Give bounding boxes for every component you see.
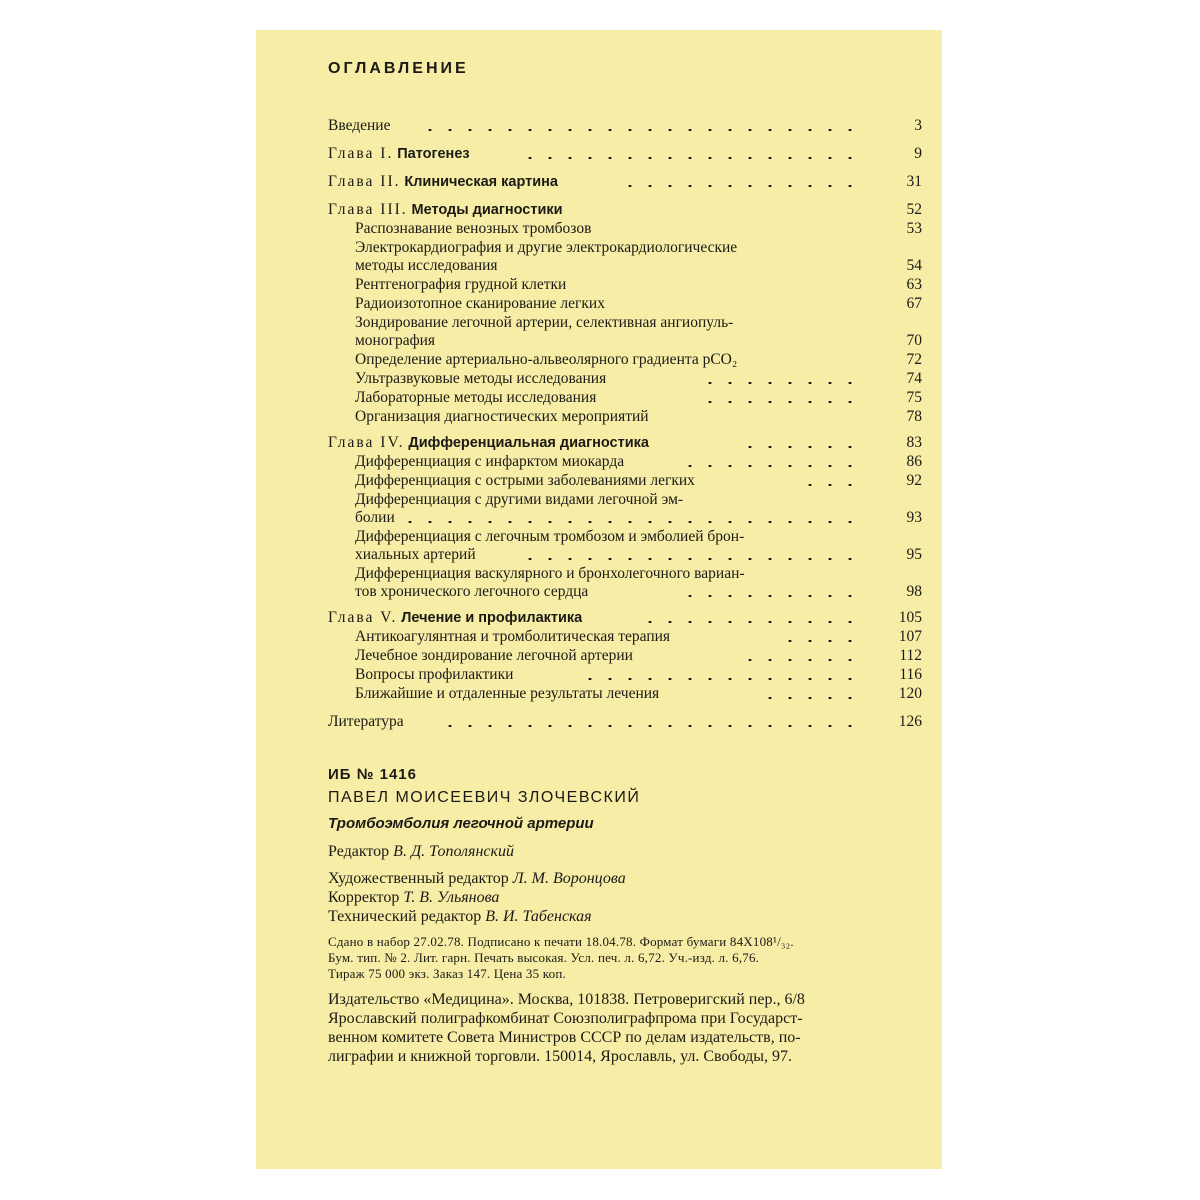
toc-subentry-label: Зондирование легочной артерии, селективная ангиопуль- (355, 314, 737, 331)
chapter-title: Лечение и профилактика (401, 610, 583, 626)
toc-subentry-label: Радиоизотопное сканирование легких (355, 295, 609, 312)
book-title: Тромбоэмболия легочной артерии (328, 815, 594, 832)
chapter-title: Методы диагностики (411, 202, 563, 218)
art-editor-line (328, 869, 928, 888)
editor-name: В. Д. Тополянский (393, 843, 514, 860)
toc-page-number: 112 (899, 647, 922, 664)
toc-chapter-5 (328, 608, 922, 627)
chapter-title: Патогенез (397, 146, 470, 162)
toc-subentry (328, 452, 922, 471)
dot-leader (788, 640, 860, 642)
toc-subentry-label: тов хронического легочного сердца (355, 583, 592, 600)
dot-leader (768, 697, 860, 699)
toc-subentry (328, 684, 922, 703)
toc-subentry (328, 331, 922, 350)
chapter-prefix: Глава V. (328, 609, 398, 626)
toc-page-number: 126 (898, 713, 922, 730)
toc-chapter-4 (328, 433, 922, 452)
dot-leader (808, 484, 860, 486)
toc-page-number: 72 (906, 351, 922, 368)
chapter-title: Клиническая картина (404, 174, 558, 190)
chapter-title: Дифференциальная диагностика (408, 435, 649, 451)
tech-editor-name: В. И. Табенская (485, 908, 592, 925)
toc-subentry-label: Лечебное зондирование легочной артерии (355, 647, 637, 664)
toc-subentry (328, 294, 922, 313)
toc-page-number: 116 (899, 666, 922, 683)
dot-leader (748, 659, 860, 661)
toc-chapter-3 (328, 200, 922, 219)
toc-subentry-label: Ультразвуковые методы исследования (355, 370, 610, 387)
toc-subentry (328, 369, 922, 388)
toc-subentry (328, 490, 922, 508)
toc-subentry (328, 471, 922, 490)
toc-subentry-label: Вопросы профилактики (355, 666, 517, 683)
dot-leader (618, 185, 860, 187)
toc-page-number: 93 (906, 509, 922, 526)
toc-heading: ОГЛАВЛЕНИЕ (328, 60, 469, 77)
toc-subentry (328, 350, 922, 369)
toc-subentry (328, 219, 922, 238)
dot-leader (708, 401, 860, 403)
dot-leader (528, 558, 860, 560)
art-editor-name: Л. М. Воронцова (512, 870, 626, 887)
toc-subentry-label: болии (355, 509, 399, 526)
toc-page-number: 83 (906, 434, 922, 451)
toc-page-number: 53 (906, 220, 922, 237)
toc-subentry-label: Лабораторные методы исследования (355, 389, 600, 406)
print-details-line: Тираж 75 000 экз. Заказ 147. Цена 35 коп. (328, 966, 566, 981)
toc-subentry-label: Дифференциация васкулярного и бронхолегочного вариан- (355, 565, 749, 582)
dot-leader (738, 446, 860, 448)
dot-leader (438, 725, 860, 727)
toc-entry-literature (328, 712, 922, 731)
publisher-line: Ярославский полиграфкомбинат Союзполиграфпрома при Государст- (328, 1010, 803, 1027)
corrector-label: Корректор (328, 889, 400, 906)
chapter-prefix: Глава IV. (328, 434, 405, 451)
toc-entry-label: Введение (328, 117, 394, 134)
tech-editor-line (328, 907, 928, 926)
toc-subentry-label: Определение артериально-альвеолярного градиента pCO₂ (355, 351, 741, 368)
dot-leader (688, 465, 860, 467)
toc-subentry (328, 545, 922, 564)
print-details-line: Сдано в набор 27.02.78. Подписано к печати 18.04.78. Формат бумаги 84X108¹/₃₂. (328, 934, 794, 949)
author-name: ПАВЕЛ МОИСЕЕВИЧ ЗЛОЧЕВСКИЙ (328, 789, 641, 806)
toc-subentry-label: Антикоагулянтная и тромболитическая терапия (355, 628, 674, 645)
toc-subentry (328, 256, 922, 275)
toc-subentry-label: хиальных артерий (355, 546, 480, 563)
print-details-line: Бум. тип. № 2. Лит. гарн. Печать высокая. Усл. печ. л. 6,72. Уч.-изд. л. 6,76. (328, 950, 760, 965)
corrector-name: Т. В. Ульянова (403, 889, 500, 906)
toc-page-number: 98 (906, 583, 922, 600)
dot-leader (588, 678, 860, 680)
toc-page-number: 92 (906, 472, 922, 489)
toc-subentry-label: Распознавание венозных тромбозов (355, 220, 595, 237)
toc-page-number: 74 (906, 370, 922, 387)
dot-leader (678, 595, 860, 597)
toc-subentry-label: монография (355, 332, 439, 349)
corrector-line (328, 888, 928, 907)
dot-leader (648, 621, 860, 623)
toc-page-number: 9 (914, 145, 922, 162)
toc-page-number: 67 (906, 295, 922, 312)
toc-page-number: 105 (898, 609, 922, 626)
toc-subentry (328, 527, 922, 545)
toc-subentry (328, 508, 922, 527)
toc-subentry-label: Дифференциация с инфарктом миокарда (355, 453, 628, 470)
toc-page-number: 107 (898, 628, 922, 645)
ib-number: ИБ № 1416 (328, 766, 417, 783)
toc-page-number: 86 (906, 453, 922, 470)
toc-page-number: 63 (906, 276, 922, 293)
toc-subentry (328, 564, 922, 582)
toc-subentry (328, 627, 922, 646)
toc-page-number: 95 (906, 546, 922, 563)
publisher-line: лиграфии и книжной торговли. 150014, Ярославль, ул. Свободы, 97. (328, 1048, 793, 1065)
toc-subentry (328, 582, 922, 601)
dot-leader (708, 382, 860, 384)
chapter-prefix: Глава III. (328, 201, 408, 218)
toc-subentry-label: методы исследования (355, 257, 502, 274)
toc-entry-label: Литература (328, 713, 408, 730)
toc-subentry-label: Ближайшие и отдаленные результаты лечения (355, 685, 663, 702)
imprint (328, 766, 928, 1066)
toc-chapter-1 (328, 144, 922, 163)
dot-leader (418, 129, 860, 131)
chapter-prefix: Глава I. (328, 145, 394, 162)
toc-page-number: 3 (914, 117, 922, 134)
toc-page-number: 120 (898, 685, 922, 702)
toc-subentry-label: Рентгенография грудной клетки (355, 276, 570, 293)
toc-page-number: 70 (906, 332, 922, 349)
dot-leader (518, 157, 860, 159)
toc-page-number: 31 (906, 173, 922, 190)
toc-subentry-label: Электрокардиография и другие электрокардиологические (355, 239, 741, 256)
toc-subentry (328, 238, 922, 256)
toc-page-number: 75 (906, 389, 922, 406)
toc-page-number: 78 (906, 408, 922, 425)
toc-page-number: 52 (906, 201, 922, 218)
publisher-line: Издательство «Медицина». Москва, 101838. Петроверигский пер., 6/8 (328, 991, 805, 1008)
toc-subentry (328, 407, 922, 426)
toc-subentry (328, 275, 922, 294)
art-editor-label: Художественный редактор (328, 870, 509, 887)
toc-subentry (328, 646, 922, 665)
publisher-line: венном комитете Совета Министров СССР по делам издательств, по- (328, 1029, 801, 1046)
book-page (256, 30, 942, 1169)
tech-editor-label: Технический редактор (328, 908, 482, 925)
toc-subentry-label: Дифференциация с легочным тромбозом и эмболией брон- (355, 528, 748, 545)
editor-line (328, 842, 928, 861)
table-of-contents (328, 116, 922, 731)
toc-subentry-label: Дифференциация с острыми заболеваниями легких (355, 472, 699, 489)
dot-leader (408, 521, 860, 523)
toc-page-number: 54 (906, 257, 922, 274)
toc-subentry (328, 665, 922, 684)
chapter-prefix: Глава II. (328, 173, 401, 190)
toc-chapter-2 (328, 172, 922, 191)
editor-label: Редактор (328, 843, 390, 860)
toc-subentry (328, 313, 922, 331)
toc-entry-intro (328, 116, 922, 135)
toc-subentry-label: Дифференциация с другими видами легочной эм- (355, 491, 687, 508)
toc-subentry-label: Организация диагностических мероприятий (355, 408, 653, 425)
toc-subentry (328, 388, 922, 407)
